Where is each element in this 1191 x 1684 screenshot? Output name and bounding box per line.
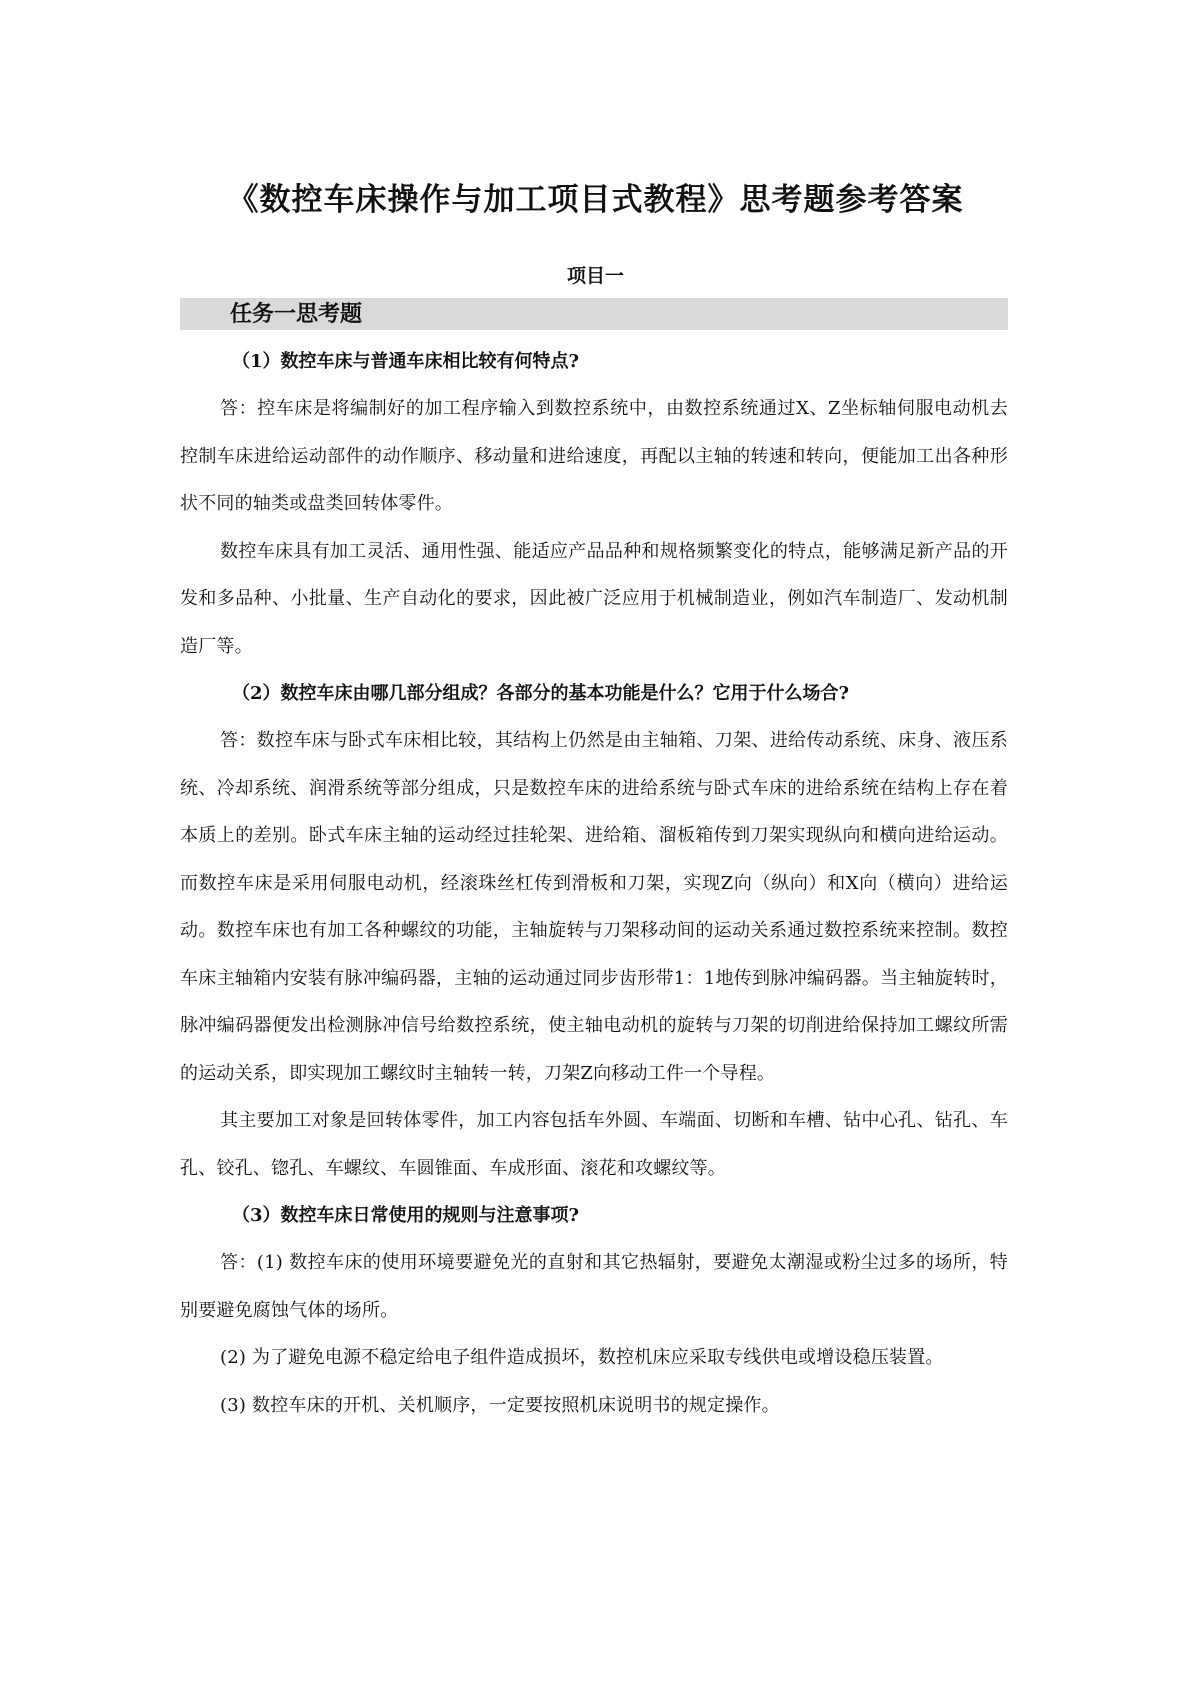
question-3: （3）数控车床日常使用的规则与注意事项? — [232, 1205, 580, 1226]
answer-2-paragraph-1: 答：数控车床与卧式车床相比较，其结构上仍然是由主轴箱、刀架、进给传动系统、床身、液压系统、冷却系统、润滑系统等部分组成，只是数控车床的进给系统与卧式车床的进给系统在结构上存在着本质上的差别。卧式车床主轴的运动经过挂轮架、进给箱、溜板箱传到刀架实现纵向和横向进给运动。而数控车床是采用伺服电动机，经滚珠丝杠传到滑板和刀架，实现Z向（纵向）和X向（横向）进给运动。数控车床也有加工各种螺纹的功能，主轴旋转与刀架移动间的运动关系通过数控系统来控制。数控车床主轴箱内安装有脉冲编码器，主轴的运动通过同步齿形带1：1地传到脉冲编码器。当主轴旋转时，脉冲编码器便发出检测脉冲信号给数控系统，使主轴电动机的旋转与刀架的切削进给保持加工螺纹所需的运动关系，即实现加工螺纹时主轴转一转，刀架Z向移动工件一个导程。 — [180, 730, 1008, 1084]
answer-3-item-1: 答：(1) 数控车床的使用环境要避免光的直射和其它热辐射，要避免太潮湿或粉尘过多的场所，特别要避免腐蚀气体的场所。 — [180, 1252, 1008, 1321]
answer-1-paragraph-2: 数控车床具有加工灵活、通用性强、能适应产品品种和规格频繁变化的特点，能够满足新产品的开发和多品种、小批量、生产自动化的要求，因此被广泛应用于机械制造业，例如汽车制造厂、发动机制造厂等。 — [180, 540, 1008, 657]
answer-1-paragraph-1: 答：控车床是将编制好的加工程序输入到数控系统中，由数控系统通过X、Z坐标轴伺服电动机去控制车床进给运动部件的动作顺序、移动量和进给速度，再配以主轴的转速和转向，便能加工出各种形状不同的轴类或盘类回转体零件。 — [180, 398, 1008, 514]
task-header-bar — [180, 298, 1008, 330]
document-title: 《数控车床操作与加工项目式教程》思考题参考答案 — [227, 182, 964, 218]
answer-3-item-3: (3) 数控车床的开机、关机顺序，一定要按照机床说明书的规定操作。 — [220, 1394, 780, 1416]
document-body — [180, 338, 1008, 1429]
question-1: （1）数控车床与普通车床相比较有何特点? — [232, 351, 580, 372]
project-title: 项目一 — [566, 265, 624, 287]
task-header-label: 任务一思考题 — [230, 301, 363, 327]
answer-2-paragraph-2: 其主要加工对象是回转体零件，加工内容包括车外圆、车端面、切断和车槽、钻中心孔、钻孔、车孔、铰孔、锪孔、车螺纹、车圆锥面、车成形面、滚花和攻螺纹等。 — [180, 1110, 1008, 1179]
question-2: （2）数控车床由哪几部分组成？各部分的基本功能是什么？它用于什么场合? — [232, 683, 850, 704]
answer-3-item-2: (2) 为了避免电源不稳定给电子组件造成损坏，数控机床应采取专线供电或增设稳压装置。 — [220, 1347, 944, 1368]
